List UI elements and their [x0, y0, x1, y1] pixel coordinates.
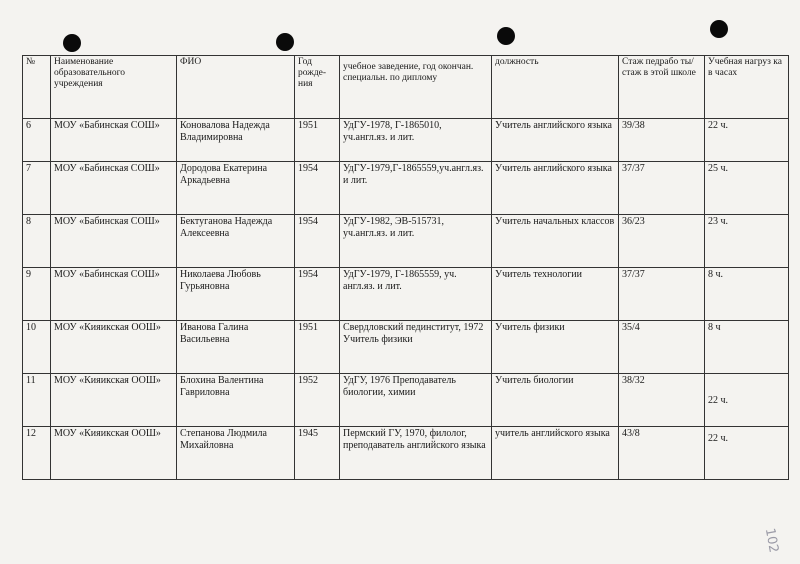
cell-num: 10: [23, 321, 51, 374]
cell-education: УдГУ-1979,Г-1865559,уч.англ.яз. и лит.: [340, 162, 492, 215]
cell-load-value: 22 ч.: [708, 395, 729, 406]
cell-load: [705, 374, 789, 427]
cell-position: учитель английского языка: [492, 427, 619, 480]
table-row: [23, 268, 789, 321]
cell-institution: МОУ «Кияикская ООШ»: [51, 374, 177, 427]
cell-experience: 43/8: [619, 427, 705, 480]
table-header-row: [23, 56, 789, 119]
cell-load: 25 ч.: [705, 162, 789, 215]
cell-education: УдГУ-1979, Г-1865559, уч. англ.яз. и лит.: [340, 268, 492, 321]
header-position: должность: [492, 56, 619, 119]
cell-experience: 38/32: [619, 374, 705, 427]
header-education: учебное заведение, год окончан. специальн. по диплому: [340, 56, 492, 119]
cell-institution: МОУ «Бабинская СОШ»: [51, 215, 177, 268]
cell-fio: Степанова Людмила Михайловна: [177, 427, 295, 480]
cell-num: 8: [23, 215, 51, 268]
cell-institution: МОУ «Кияикская ООШ»: [51, 321, 177, 374]
header-num: №: [23, 56, 51, 119]
cell-position: Учитель физики: [492, 321, 619, 374]
margin-page-number: 102: [762, 526, 782, 555]
cell-position: Учитель английского языка: [492, 119, 619, 162]
header-fio: ФИО: [177, 56, 295, 119]
cell-institution: МОУ «Бабинская СОШ»: [51, 162, 177, 215]
table-row: [23, 215, 789, 268]
cell-fio: Дородова Екатерина Аркадьевна: [177, 162, 295, 215]
cell-load: 22 ч.: [705, 119, 789, 162]
cell-num: 7: [23, 162, 51, 215]
cell-education: Пермский ГУ, 1970, филолог, преподаватель английского языка: [340, 427, 492, 480]
cell-institution: МОУ «Кияикская ООШ»: [51, 427, 177, 480]
cell-experience: 39/38: [619, 119, 705, 162]
header-institution: Наименование образовательного учреждения: [51, 56, 177, 119]
cell-education: Свердловский пединститут, 1972 Учитель физики: [340, 321, 492, 374]
header-year: Год рожде-ния: [295, 56, 340, 119]
punch-hole: [63, 34, 81, 52]
punch-hole: [497, 27, 515, 45]
table-row: [23, 427, 789, 480]
cell-fio: Коновалова Надежда Владимировна: [177, 119, 295, 162]
cell-year: 1951: [295, 321, 340, 374]
cell-load-value: 22 ч.: [708, 433, 729, 444]
cell-year: 1951: [295, 119, 340, 162]
cell-institution: МОУ «Бабинская СОШ»: [51, 268, 177, 321]
cell-num: 11: [23, 374, 51, 427]
punch-hole: [276, 33, 294, 51]
cell-num: 9: [23, 268, 51, 321]
cell-load: [705, 427, 789, 480]
table-row: [23, 119, 789, 162]
cell-num: 12: [23, 427, 51, 480]
cell-year: 1952: [295, 374, 340, 427]
cell-experience: 35/4: [619, 321, 705, 374]
cell-position: Учитель технологии: [492, 268, 619, 321]
cell-position: Учитель начальных классов: [492, 215, 619, 268]
table-row: [23, 321, 789, 374]
cell-education: УдГУ-1982, ЭВ-515731, уч.англ.яз. и лит.: [340, 215, 492, 268]
cell-year: 1954: [295, 268, 340, 321]
cell-position: Учитель биологии: [492, 374, 619, 427]
table-row: [23, 162, 789, 215]
cell-year: 1945: [295, 427, 340, 480]
header-load: Учебная нагруз ка в часах: [705, 56, 789, 119]
cell-load: 23 ч.: [705, 215, 789, 268]
cell-position: Учитель английского языка: [492, 162, 619, 215]
cell-load: 8 ч.: [705, 268, 789, 321]
punch-hole: [710, 20, 728, 38]
cell-load: 8 ч: [705, 321, 789, 374]
cell-year: 1954: [295, 162, 340, 215]
cell-fio: Бектуганова Надежда Алексеевна: [177, 215, 295, 268]
table-row: [23, 374, 789, 427]
cell-fio: Николаева Любовь Гурьяновна: [177, 268, 295, 321]
cell-experience: 37/37: [619, 162, 705, 215]
cell-num: 6: [23, 119, 51, 162]
cell-education: УдГУ, 1976 Преподаватель биологии, химии: [340, 374, 492, 427]
header-experience: Стаж педрабо ты/ стаж в этой школе: [619, 56, 705, 119]
cell-fio: Блохина Валентина Гавриловна: [177, 374, 295, 427]
staff-table: [22, 55, 789, 480]
cell-institution: МОУ «Бабинская СОШ»: [51, 119, 177, 162]
cell-fio: Иванова Галина Васильевна: [177, 321, 295, 374]
cell-experience: 36/23: [619, 215, 705, 268]
cell-experience: 37/37: [619, 268, 705, 321]
cell-education: УдГУ-1978, Г-1865010, уч.англ.яз. и лит.: [340, 119, 492, 162]
cell-year: 1954: [295, 215, 340, 268]
